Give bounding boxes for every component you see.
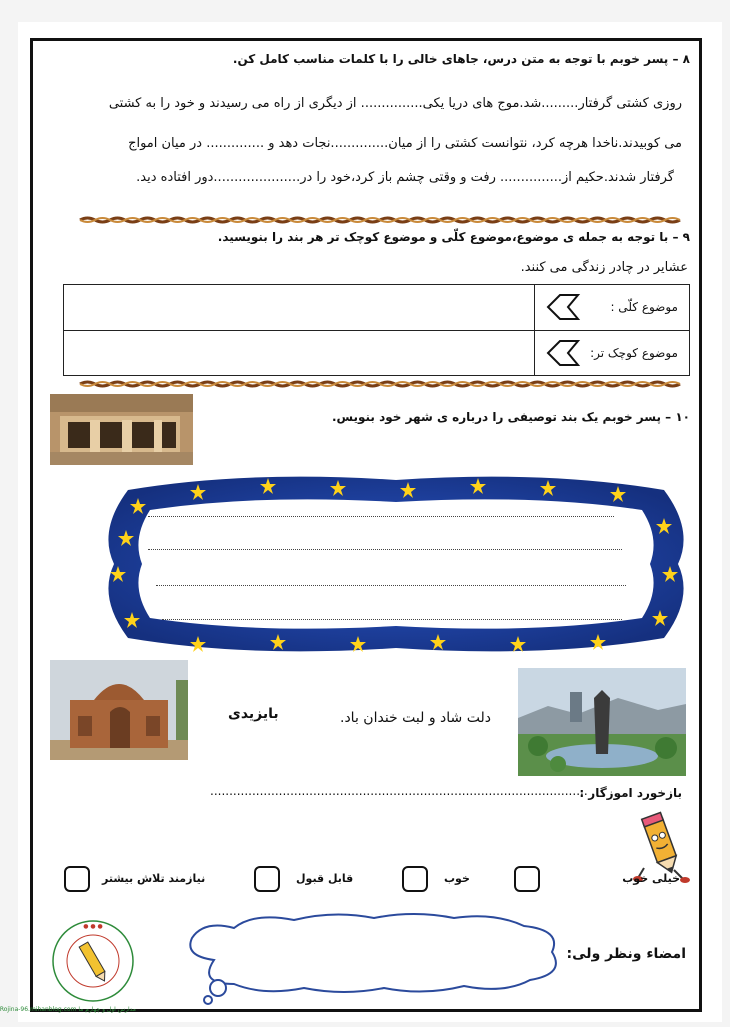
thought-cloud[interactable]: [174, 910, 570, 1006]
writing-line[interactable]: [148, 516, 614, 517]
writing-line[interactable]: [148, 549, 622, 550]
school-logo: [50, 918, 136, 1004]
parent-signature-label: امضاء ونظر ولی:: [566, 946, 686, 962]
topic-sentence: عشایر در چادر زندگی می کنند.: [520, 260, 688, 275]
teacher-feedback-label: بازخورد اموزگار :: [579, 786, 682, 800]
question-8-title: ۸ – پسر خوبم با توجه به متن درس، جاهای خالی را با کلمات مناسب کامل کن.: [232, 52, 690, 66]
topic-label-cell: [535, 285, 690, 331]
grade-label-good: خوب: [444, 872, 470, 885]
grade-checkbox-good[interactable]: [402, 866, 428, 892]
question-8-line-1: روزی کشتی گرفتار.........شد.موج های دریا یکی............... از دیگری از راه می رسیدند و خود را به کشتی: [108, 96, 682, 111]
school-logo-text: مدارس اول و چهارم ما Rojina-96.mihanblog.com: [0, 1006, 136, 1013]
topic-table: [63, 284, 690, 376]
chevron-arrow-icon: [546, 339, 580, 367]
star-banner-frame: [98, 470, 694, 658]
grade-label-acceptable: قابل قبول: [296, 872, 354, 885]
rock-architecture-photo: [50, 394, 193, 465]
general-topic-answer[interactable]: [64, 285, 535, 331]
question-8-line-2: می کوبیدند.ناخدا هرچه کرد، نتوانست کشتی را از میان..............نجات دهد و .............. در میان امواج: [128, 136, 682, 151]
chevron-arrow-icon: [546, 293, 580, 321]
table-row: [64, 330, 690, 376]
grade-checkbox-very-good[interactable]: [514, 866, 540, 892]
question-10-title: ۱۰ – پسر خوبم یک بند توصیفی را درباره ی شهر خود بنویس.: [331, 410, 690, 424]
grade-label-needs-effort: نیازمند تلاش بیشتر: [102, 872, 206, 885]
question-8-line-3: گرفتار شدند.حکیم از............... رفت و وقتی چشم باز کرد،خود را در.....................دور افتاده دید.: [136, 170, 674, 185]
grade-label-very-good: خیلی خوب: [622, 872, 680, 885]
topic-label-cell: [535, 330, 690, 376]
table-row: [64, 285, 690, 331]
teacher-feedback-dots[interactable]: ...................................................................................................: [210, 784, 588, 798]
grade-checkbox-needs-effort[interactable]: [64, 866, 90, 892]
question-9-title: ۹ – با توجه به جمله ی موضوع،موضوع کلّی و موضوع کوچک تر هر بند را بنویسید.: [217, 230, 690, 244]
subtopic-answer[interactable]: [64, 330, 535, 376]
greeting-text: دلت شاد و لبت خندان باد.: [340, 710, 491, 726]
historic-building-photo: [50, 660, 188, 760]
grade-checkbox-acceptable[interactable]: [254, 866, 280, 892]
city-square-photo: [518, 668, 686, 776]
rope-divider: [80, 216, 684, 224]
svg-text:● ● ●: ● ● ●: [83, 923, 103, 930]
writing-line[interactable]: [156, 585, 626, 586]
general-topic-label: موضوع کلّی :: [610, 300, 678, 315]
subtopic-label: موضوع کوچک تر:: [590, 345, 678, 360]
rope-divider: [80, 380, 684, 388]
writing-line[interactable]: [162, 619, 622, 620]
teacher-signature: بایزیدی: [228, 706, 279, 722]
